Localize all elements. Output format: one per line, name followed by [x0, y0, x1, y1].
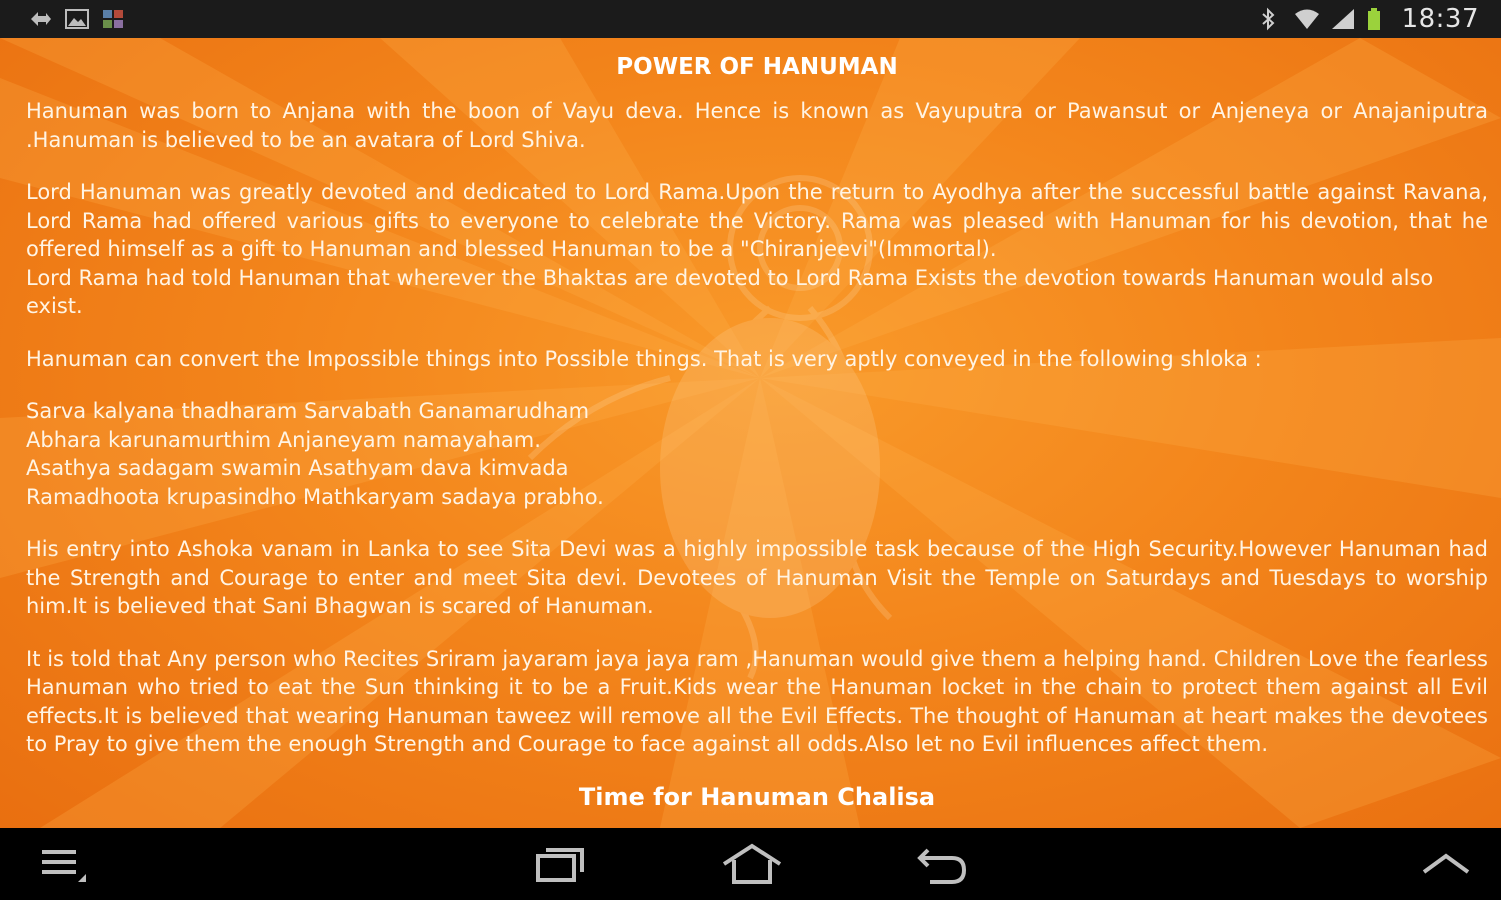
article-title: POWER OF HANUMAN: [616, 54, 898, 80]
shloka-line: Abhara karunamurthim Anjaneyam namayaham.: [26, 427, 541, 452]
wifi-icon: [1294, 7, 1320, 31]
paragraph-ashoka-vanam: His entry into Ashoka vanam in Lanka to see Sita Devi was a highly impossible task because of the High Security.However Hanuman had the Strength and Courage to enter and meet Sita devi. Devotees of Hanuman Visit the Temple on Saturdays and Tuesdays to worship him.It is believed that Sani Bhagwan is scared of Hanuman.: [26, 537, 1488, 618]
usb-icon: [28, 7, 54, 31]
hanuman-chalisa-link[interactable]: Time for Hanuman Chalisa: [578, 782, 936, 811]
shloka-line: Asathya sadagam swamin Asathyam dava kimvada: [26, 456, 569, 480]
image-icon: [64, 7, 90, 31]
paragraph-devotion-text: Lord Hanuman was greatly devoted and dedicated to Lord Rama.Upon the return to Ayodhya after the successful battle against Ravana, Lord Rama had offered various gifts to everyone to celebrate the Victory. Rama was pleased with Hanuman for his devotion, that he offered himself as a gift to Hanuman and blessed Hanuman to be a "Chiranjeevi"(Immortal).: [26, 180, 1488, 261]
menu-icon[interactable]: [38, 842, 98, 886]
shloka-line: Sarva kalyana thadharam Sarvabath Ganamarudham: [26, 399, 590, 423]
signal-icon: [1330, 7, 1356, 31]
status-right-icons: [1258, 4, 1479, 34]
article-view[interactable]: [0, 38, 1501, 828]
app-icon: [100, 7, 126, 31]
status-bar: [0, 0, 1501, 38]
navigation-bar: [0, 828, 1501, 900]
status-left-icons: [28, 7, 126, 31]
battery-icon: [1366, 7, 1392, 31]
back-icon[interactable]: [912, 842, 972, 886]
status-clock: 18:37: [1401, 4, 1479, 34]
article-text: [26, 38, 1488, 811]
paragraph-birth: Hanuman was born to Anjana with the boon of Vayu deva. Hence is known as Vayuputra or Pawansut or Anjeneya or Anajaniputra .Hanuman is believed to be an avatara of Lord Shiva.: [26, 99, 1488, 152]
paragraph-helping-hand: It is told that Any person who Recites Sriram jayaram jaya jaya ram ,Hanuman would give them a helping hand. Children Love the fearless Hanuman who tried to eat the Sun thinking it to be a Fruit.Kids wear the Hanuman locket in the chain to protect them against all Evil effects.It is believed that wearing Hanuman taweez will remove all the Evil Effects. The thought of Hanuman at heart makes the devotees to Pray to give them the enough Strength and Courage to face against all odds.Also let no Evil influences affect them.: [26, 646, 1488, 756]
recent-apps-icon[interactable]: [530, 842, 590, 886]
paragraph-devotion-exists: Lord Rama had told Hanuman that wherever the Bhaktas are devoted to Lord Rama Exists the devotion towards Hanuman would also exist.: [26, 265, 1434, 318]
shloka-line: Ramadhoota krupasindho Mathkaryam sadaya prabho.: [26, 484, 604, 509]
shloka-block: [26, 397, 1488, 511]
bluetooth-icon: [1258, 7, 1284, 31]
expand-up-icon[interactable]: [1418, 842, 1478, 886]
paragraph-impossible: Hanuman can convert the Impossible things into Possible things. That is very aptly conveyed in the following shloka :: [26, 346, 1262, 371]
paragraph-devotion: [26, 178, 1488, 321]
home-icon[interactable]: [720, 842, 780, 886]
